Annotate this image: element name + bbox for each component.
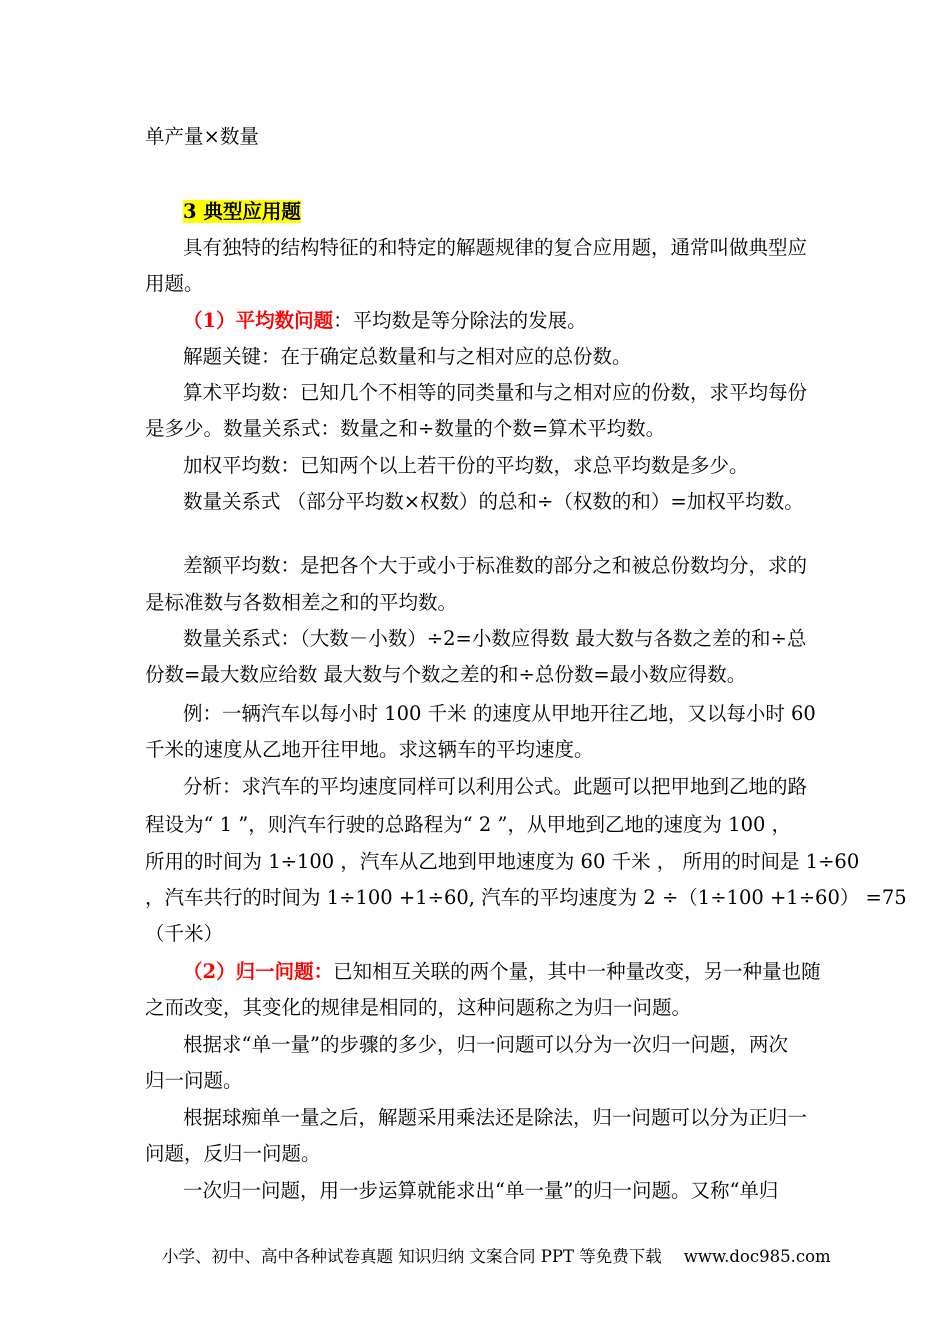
text-line: 解题关键：在于确定总数量和与之相对应的总份数。 bbox=[183, 345, 632, 368]
text-line: 例：一辆汽车以每小时 100 千米 的速度从甲地开往乙地，又以每小时 60 bbox=[183, 702, 816, 725]
subsection-line bbox=[183, 960, 821, 984]
text-line: 单产量×数量 bbox=[145, 125, 259, 148]
text-line: （千米） bbox=[145, 922, 224, 945]
text-line: 根据求“单一量”的步骤的多少，归一问题可以分为一次归一问题，两次 bbox=[183, 1033, 788, 1056]
text-line: 算术平均数：已知几个不相等的同类量和与之相对应的份数，求平均每份 bbox=[183, 381, 808, 404]
text-line: 是多少。数量关系式：数量之和÷数量的个数=算术平均数。 bbox=[145, 417, 666, 440]
footer-text: 小学、初中、高中各种试卷真题 知识归纳 文案合同 PPT 等免费下载 bbox=[162, 1247, 662, 1266]
text-line: 所用的时间为 1÷100 ，汽车从乙地到甲地速度为 60 千米 ， 所用的时间是 1÷60 bbox=[145, 850, 860, 873]
text-line: 是标准数与各数相差之和的平均数。 bbox=[145, 591, 458, 614]
text-line: 加权平均数：已知两个以上若干份的平均数，求总平均数是多少。 bbox=[183, 454, 749, 477]
text-line: 之而改变，其变化的规律是相同的，这种问题称之为归一问题。 bbox=[145, 996, 692, 1019]
subsection-label: （1）平均数问题 bbox=[183, 309, 334, 332]
section-heading bbox=[183, 200, 810, 224]
text-line: 一次归一问题，用一步运算就能求出“单一量”的归一问题。又称“单归 bbox=[183, 1179, 779, 1202]
text-line: 根据球痴单一量之后，解题采用乘法还是除法，归一问题可以分为正归一 bbox=[183, 1106, 808, 1129]
subsection-line bbox=[183, 309, 810, 333]
text-line: 分析：求汽车的平均速度同样可以利用公式。此题可以把甲地到乙地的路 bbox=[183, 775, 808, 798]
text-line: 数量关系式 （部分平均数×权数）的总和÷（权数的和）=加权平均数。 bbox=[183, 490, 804, 513]
text-line: ，汽车共行的时间为 1÷100 +1÷60, 汽车的平均速度为 2 ÷（1÷100 +1÷60） =75 bbox=[145, 886, 907, 909]
highlighted-heading: 3 典型应用题 bbox=[183, 200, 301, 223]
text-line: 千米的速度从乙地开往甲地。求这辆车的平均速度。 bbox=[145, 738, 594, 761]
text-line: 数量关系式：（大数－小数）÷2=小数应得数 最大数与各数之差的和÷总 bbox=[183, 627, 807, 650]
text-line: 归一问题。 bbox=[145, 1069, 243, 1092]
subsection-text: ：平均数是等分除法的发展。 bbox=[333, 309, 587, 332]
subsection-label: （2）归一问题： bbox=[183, 960, 334, 983]
subsection-text: 已知相互关联的两个量，其中一种量改变，另一种量也随 bbox=[333, 960, 821, 983]
page-footer bbox=[162, 1246, 831, 1268]
text-line: 程设为“ 1 ”，则汽车行驶的总路程为“ 2 ”，从甲地到乙地的速度为 100 ， bbox=[145, 813, 792, 836]
text-line: 用题。 bbox=[145, 272, 204, 295]
text-line: 差额平均数：是把各个大于或小于标准数的部分之和被总份数均分，求的 bbox=[183, 554, 808, 577]
footer-url-link[interactable]: www.doc985.com bbox=[683, 1247, 831, 1266]
text-line: 份数=最大数应给数 最大数与个数之差的和÷总份数=最小数应得数。 bbox=[145, 663, 747, 686]
text-line: 问题，反归一问题。 bbox=[145, 1142, 321, 1165]
text-line: 具有独特的结构特征的和特定的解题规律的复合应用题，通常叫做典型应 bbox=[183, 236, 808, 259]
